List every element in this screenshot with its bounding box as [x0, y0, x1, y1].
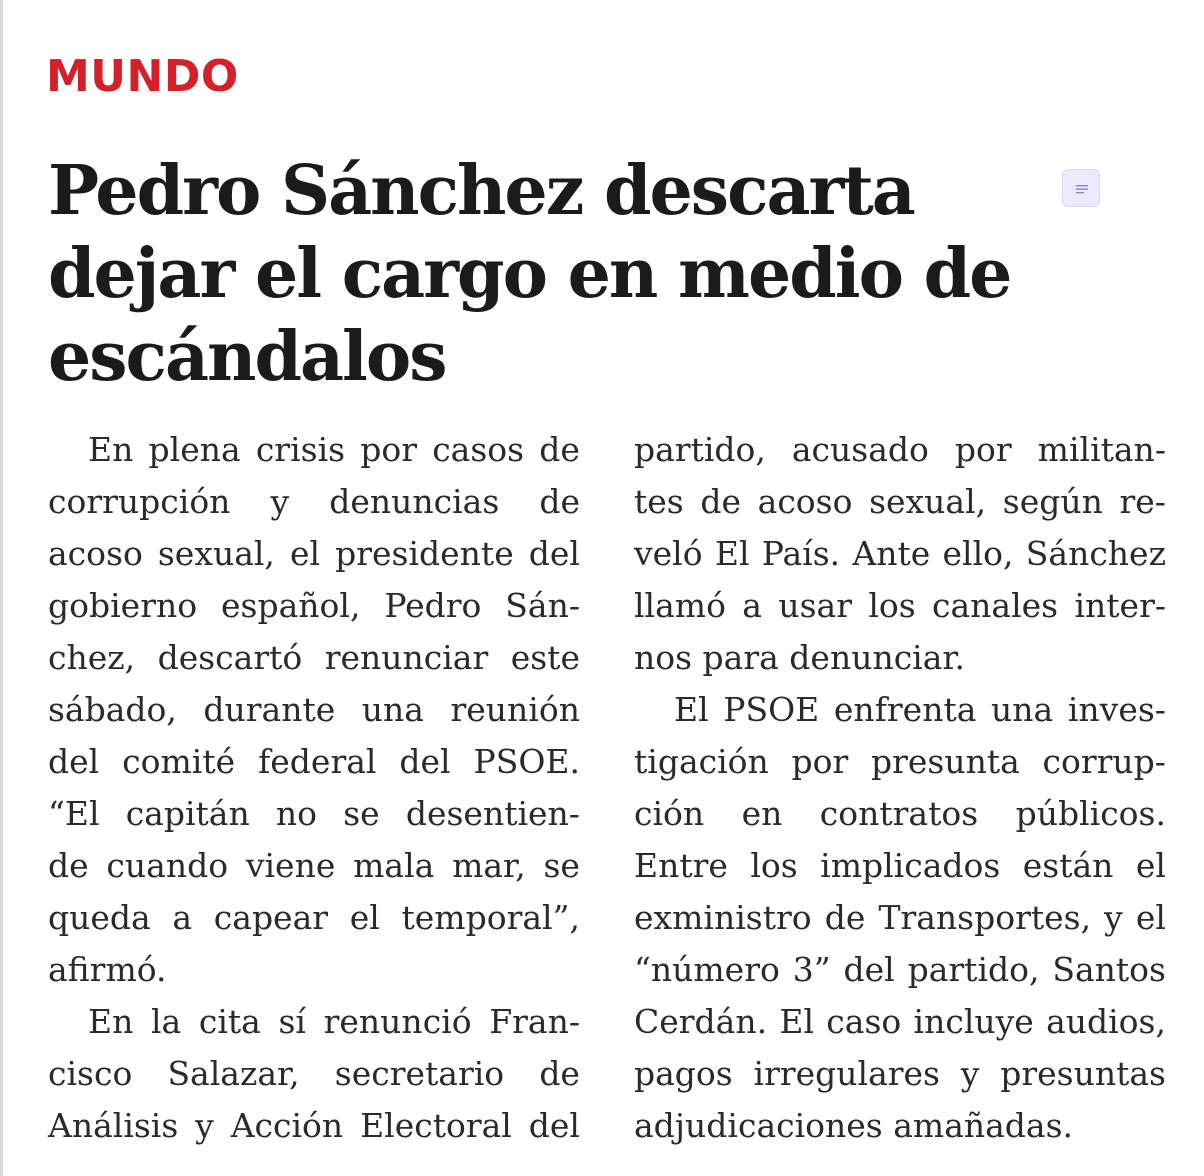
section-label: MUNDO	[46, 51, 239, 102]
text-line: En plena crisis por casos de	[88, 430, 580, 469]
text-line: ción en contratos públicos.	[634, 794, 1166, 833]
text-line: chez, descartó renunciar este	[48, 638, 580, 677]
article-paragraph	[634, 424, 1166, 684]
article-paragraph	[634, 684, 1166, 1152]
list-icon	[1075, 183, 1089, 195]
text-line: Cerdán. El caso incluye audios,	[634, 1002, 1166, 1041]
text-line: El PSOE enfrenta una inves-	[674, 690, 1166, 729]
text-line: tigación por presunta corrup-	[634, 742, 1166, 781]
text-line: cisco Salazar, secretario de	[48, 1054, 580, 1093]
text-line: “número 3” del partido, Santos	[634, 950, 1166, 989]
text-line: queda a capear el temporal”,	[48, 898, 580, 937]
text-line: veló El País. Ante ello, Sánchez	[634, 534, 1166, 573]
page-edge-rule	[0, 0, 3, 1176]
text-line: tes de acoso sexual, según re-	[634, 482, 1166, 521]
list-menu-button[interactable]	[1062, 169, 1100, 207]
text-line: acoso sexual, el presidente del	[48, 534, 580, 573]
article-column-right	[634, 424, 1166, 1152]
text-line: corrupción y denuncias de	[48, 482, 580, 521]
text-line: partido, acusado por militan-	[634, 430, 1166, 469]
article-paragraph	[48, 424, 580, 996]
text-line: “El capitán no se desentien-	[48, 794, 580, 833]
article-column-left	[48, 424, 580, 1152]
text-line: de cuando viene mala mar, se	[48, 846, 580, 885]
text-line: Análisis y Acción Electoral del	[48, 1106, 580, 1145]
text-line: exministro de Transportes, y el	[634, 898, 1166, 937]
text-line: En la cita sí renunció Fran-	[88, 1002, 580, 1041]
text-line: nos para denunciar.	[634, 638, 966, 677]
text-line: afirmó.	[48, 950, 167, 989]
text-line: sábado, durante una reunión	[48, 690, 580, 729]
article-paragraph	[48, 996, 580, 1152]
text-line: adjudicaciones amañadas.	[634, 1106, 1074, 1145]
text-line: pagos irregulares y presuntas	[634, 1054, 1166, 1093]
headline: Pedro Sánchez descarta dejar el cargo en medio de escándalos	[48, 151, 1011, 397]
text-line: Entre los implicados están el	[634, 846, 1166, 885]
text-line: gobierno español, Pedro Sán-	[48, 586, 580, 625]
text-line: del comité federal del PSOE.	[48, 742, 580, 781]
text-line: llamó a usar los canales inter-	[634, 586, 1166, 625]
